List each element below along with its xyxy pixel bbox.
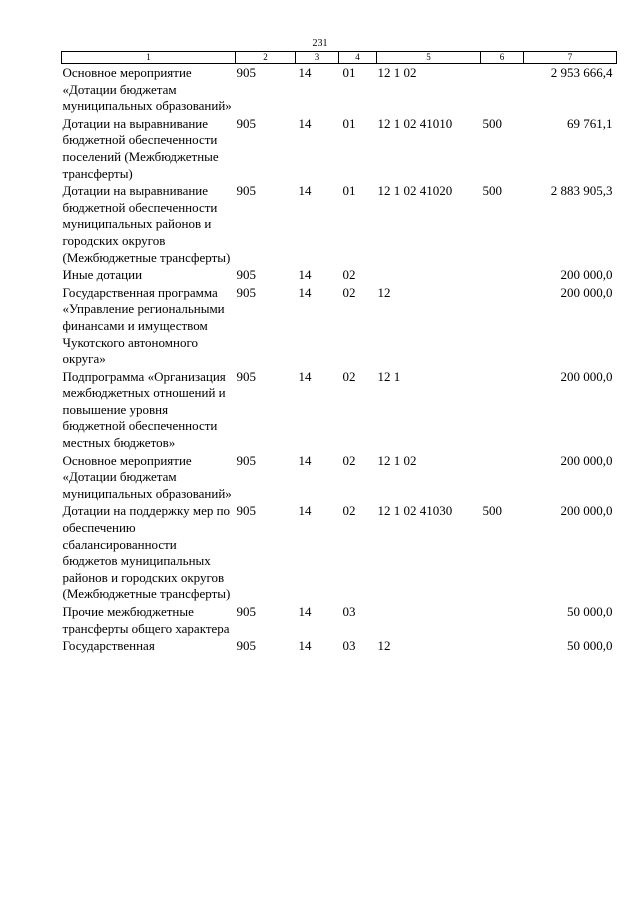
row-expense-type-cell: [481, 368, 524, 452]
row-target-article-cell: [377, 266, 481, 284]
row-target-article-cell: 12 1: [377, 368, 401, 384]
row-subsection-cell: 02: [342, 368, 356, 384]
row-amount-cell: 200 000,0: [560, 368, 613, 384]
column-header: 2: [236, 52, 296, 64]
row-name-cell: Дотации на выравнивание бюджетной обеспеченности муниципальных районов и городских округов (Межбюджетные трансферты): [62, 183, 231, 265]
row-name-cell: Иные дотации: [62, 267, 143, 283]
row-name-cell: Прочие межбюджетные трансферты общего характера: [62, 604, 230, 636]
row-grbs-cell: 905: [236, 638, 256, 654]
row-expense-type-cell: 500: [482, 115, 502, 131]
row-target-article-cell: 12 1 02: [377, 452, 417, 468]
row-expense-type-cell: [481, 284, 524, 368]
row-expense-type-cell: [481, 452, 524, 503]
row-name-cell: Государственная: [62, 638, 155, 654]
row-target-article-cell: 12 1 02 41030: [377, 503, 453, 519]
row-section-cell: 14: [298, 368, 312, 384]
table-row: [62, 64, 617, 115]
row-name-cell: Основное мероприятие «Дотации бюджетам муниципальных образований»: [62, 65, 232, 114]
row-grbs-cell: 905: [236, 284, 256, 300]
row-section-cell: 14: [298, 183, 312, 199]
row-amount-cell: 200 000,0: [560, 267, 613, 283]
row-subsection-cell: 02: [342, 503, 356, 519]
table-row: [62, 637, 617, 655]
row-target-article-cell: 12 1 02 41010: [377, 115, 453, 131]
row-grbs-cell: 905: [236, 368, 256, 384]
row-subsection-cell: 02: [342, 284, 356, 300]
table-row: [62, 452, 617, 503]
row-grbs-cell: 905: [236, 183, 256, 199]
row-subsection-cell: 01: [342, 65, 356, 80]
row-grbs-cell: 905: [236, 267, 256, 283]
row-amount-cell: 200 000,0: [560, 452, 613, 468]
row-subsection-cell: 03: [342, 604, 356, 619]
column-header: 5: [377, 52, 481, 64]
row-expense-type-cell: [481, 603, 524, 637]
row-name-cell: Государственная программа «Управление региональными финансами и имуществом Чукотского автономного округа»: [62, 284, 225, 367]
row-target-article-cell: 12 1 02 41020: [377, 183, 453, 199]
column-header: 3: [296, 52, 339, 64]
row-expense-type-cell: [481, 266, 524, 284]
table-row: [62, 368, 617, 452]
row-target-article-cell: 12: [377, 284, 391, 300]
row-amount-cell: 69 761,1: [567, 115, 613, 131]
header-row: [62, 52, 617, 64]
table-row: [62, 603, 617, 637]
row-section-cell: 14: [298, 638, 312, 654]
row-section-cell: 14: [298, 115, 312, 131]
row-expense-type-cell: [481, 637, 524, 655]
table-header: [62, 52, 617, 64]
row-name-cell: Дотации на выравнивание бюджетной обеспеченности поселений (Межбюджетные трансферты): [62, 115, 219, 181]
row-subsection-cell: 01: [342, 115, 356, 131]
budget-table: [61, 51, 617, 655]
row-subsection-cell: 03: [342, 638, 356, 654]
table-row: [62, 284, 617, 368]
column-header: 4: [339, 52, 377, 64]
row-target-article-cell: [377, 603, 481, 637]
row-subsection-cell: 01: [342, 183, 356, 199]
row-grbs-cell: 905: [236, 503, 256, 519]
row-amount-cell: 2 883 905,3: [550, 183, 613, 199]
row-section-cell: 14: [298, 284, 312, 300]
column-header: 6: [481, 52, 524, 64]
row-grbs-cell: 905: [236, 115, 256, 131]
row-amount-cell: 50 000,0: [567, 638, 613, 654]
row-section-cell: 14: [298, 452, 312, 468]
row-section-cell: 14: [298, 503, 312, 519]
row-expense-type-cell: 500: [482, 503, 502, 519]
table-row: [62, 115, 617, 182]
row-subsection-cell: 02: [342, 452, 356, 468]
row-amount-cell: 2 953 666,4: [550, 65, 613, 80]
row-grbs-cell: 905: [236, 65, 256, 80]
row-name-cell: Дотации на поддержку мер по обеспечению сбалансированности бюджетов муниципальных районов и городских округов (Межбюджетные трансферты): [62, 503, 231, 602]
row-section-cell: 14: [298, 604, 312, 619]
column-header: 1: [62, 52, 236, 64]
table-row: [62, 182, 617, 266]
row-subsection-cell: 02: [342, 267, 356, 283]
page-number: 231: [312, 38, 328, 49]
row-target-article-cell: 12: [377, 638, 391, 654]
row-target-article-cell: 12 1 02: [377, 65, 417, 80]
row-name-cell: Основное мероприятие «Дотации бюджетам муниципальных образований»: [62, 452, 232, 501]
table-row: [62, 266, 617, 284]
row-section-cell: 14: [298, 65, 312, 80]
row-amount-cell: 50 000,0: [567, 604, 613, 619]
table-row: [62, 502, 617, 603]
table-body: [62, 64, 617, 655]
row-amount-cell: 200 000,0: [560, 503, 613, 519]
row-grbs-cell: 905: [236, 604, 256, 619]
row-grbs-cell: 905: [236, 452, 256, 468]
row-name-cell: Подпрограмма «Организация межбюджетных отношений и повышение уровня бюджетной обеспеченности местных бюджетов»: [62, 368, 226, 451]
row-amount-cell: 200 000,0: [560, 284, 613, 300]
column-header: 7: [524, 52, 617, 64]
row-expense-type-cell: 500: [482, 183, 502, 199]
row-expense-type-cell: [481, 64, 524, 115]
row-section-cell: 14: [298, 267, 312, 283]
